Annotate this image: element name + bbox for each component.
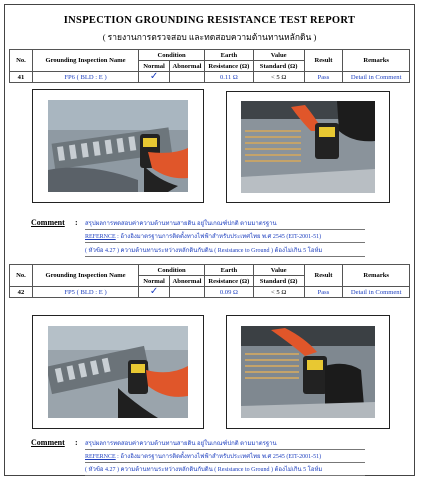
header-condition: Condition [139,265,205,276]
record-name: FP6 ( BLD : E ) [32,72,138,83]
record-remarks: Detail in Comment [343,72,410,83]
photo-frame-41-right [226,91,390,203]
comment-summary: สรุปผลการทดสอบค่าความต้านทานสายดิน อยู่ในเกณฑ์ปกติ ตามมาตรฐาน [85,218,365,230]
reference-text: : อ้างอิงมาตรฐานการติดตั้งทางไฟฟ้าสำหรับประเทศไทย พ.ศ 2545 (EIT-2001-51) [115,234,322,240]
header-no: No. [10,50,33,72]
record-name: FP5 ( BLD : E ) [32,287,138,298]
photo-frame-42-left [32,315,204,429]
record-standard: < 5 Ω [253,72,304,83]
reference-text: : อ้างอิงมาตรฐานการติดตั้งทางไฟฟ้าสำหรับประเทศไทย พ.ศ 2545 (EIT-2001-51) [115,454,322,460]
photo-frame-42-right [226,315,390,429]
grounding-test-photo [241,326,375,418]
report-subtitle: ( รายงานการตรวจสอบ และทดสอบความต้านทานหลักดิน ) [102,32,317,42]
header-earth: Earth [204,265,253,276]
header-remarks: Remarks [343,50,410,72]
header-standard: Standard (Ω) [253,276,304,287]
header-name: Grounding Inspection Name [32,50,138,72]
header-name: Grounding Inspection Name [32,265,138,287]
grounding-test-photo [241,101,375,193]
record-table-42 [9,264,410,298]
header-resistance: Resistance (Ω) [204,276,253,287]
normal-check-icon: ✓ [139,72,170,83]
record-no: 42 [10,287,33,298]
comment-summary: สรุปผลการทดสอบค่าความต้านทานสายดิน อยู่ในเกณฑ์ปกติ ตามมาตรฐาน [85,438,365,450]
header-abnormal: Abnormal [170,276,205,287]
comment-reference [85,231,365,243]
header-value: Value [253,265,304,276]
header-value: Value [253,50,304,61]
record-table-41 [9,49,410,83]
header-normal: Normal [139,276,170,287]
header-resistance: Resistance (Ω) [204,61,253,72]
comment-reference [85,451,365,463]
grounding-test-photo [48,100,188,192]
header-condition: Condition [139,50,205,61]
header-earth: Earth [204,50,253,61]
report-page [4,4,415,476]
photo-frame-41-left [32,89,204,203]
comment-standard-clause: ( หัวข้อ 4.27 ) ความต้านทานระหว่างหลักดินกับดิน ( Resistance to Ground ) ต้องไม่เกิน 5 โอห์ม [85,464,365,476]
reference-label: REFERNCE [85,234,116,240]
reference-label: REFERNCE [85,454,116,460]
comment-colon: : [75,438,78,447]
header-abnormal: Abnormal [170,61,205,72]
abnormal-cell [170,72,205,83]
report-title: INSPECTION GROUNDING RESISTANCE TEST REPORT [63,15,356,26]
record-result: Pass [304,287,343,298]
record-resistance: 0.11 Ω [204,72,253,83]
record-no: 41 [10,72,33,83]
comment-label: Comment [31,218,65,227]
header-result: Result [304,265,343,287]
record-remarks: Detail in Comment [343,287,410,298]
record-standard: < 5 Ω [253,287,304,298]
header-standard: Standard (Ω) [253,61,304,72]
header-remarks: Remarks [343,265,410,287]
header-normal: Normal [139,61,170,72]
comment-standard-clause: ( หัวข้อ 4.27 ) ความต้านทานระหว่างหลักดินกับดิน ( Resistance to Ground ) ต้องไม่เกิน 5 โอห์ม [85,245,365,257]
grounding-test-photo [48,326,188,418]
record-resistance: 0.09 Ω [204,287,253,298]
abnormal-cell [170,287,205,298]
record-result: Pass [304,72,343,83]
comment-label: Comment [31,438,65,447]
comment-colon: : [75,218,78,227]
normal-check-icon: ✓ [139,287,170,298]
header-result: Result [304,50,343,72]
header-no: No. [10,265,33,287]
